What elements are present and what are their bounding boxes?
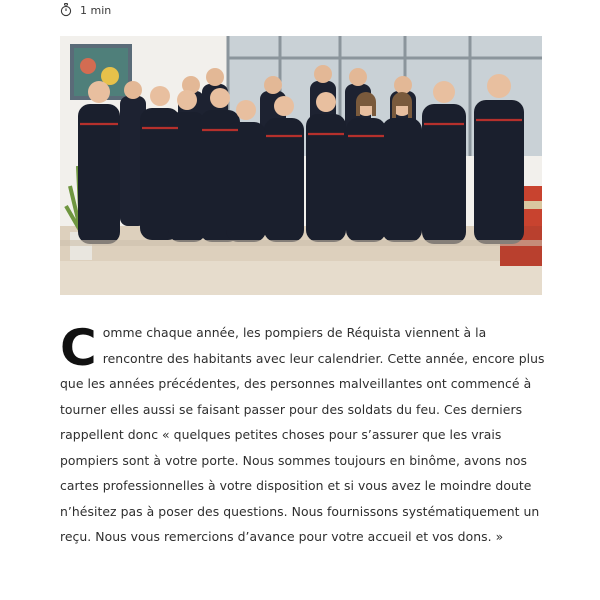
stopwatch-icon (60, 3, 72, 17)
team-photo (60, 36, 542, 295)
drop-cap: C (60, 319, 97, 377)
post-meta (60, 2, 111, 18)
read-time: 1 min (80, 3, 112, 17)
article-paragraph: omme chaque année, les pompiers de Réquista viennent à la rencontre des habitants avec leur calendrier. Cette année, encore plus que les années précédentes, des personnes malveillantes ont commencé à tourner elles aussi se faisant passer pour des soldats du feu. Ces derniers rappellent donc « quelques petites choses pour s’assurer que les vrais pompiers sont à votre porte. Nous sommes toujours en binôme, avons nos cartes professionnelles à votre disposition et si vous avez le moindre doute n’hésitez pas à poser des questions. Nous fournissons systématiquement un reçu. Nous vous remercions d’avance pour votre accueil et vos dons. » (60, 325, 545, 544)
article-body (60, 320, 546, 550)
